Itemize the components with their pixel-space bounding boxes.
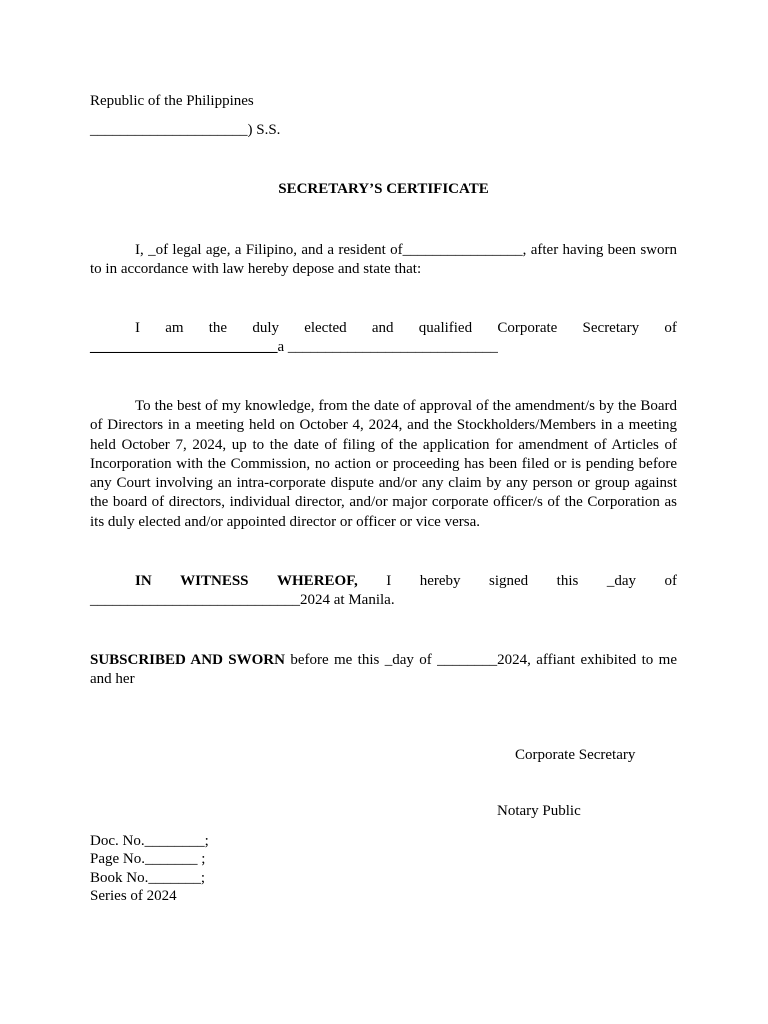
- word: WITNESS: [180, 573, 249, 589]
- page-no: Page No._______ ;: [90, 851, 206, 868]
- word: this: [556, 573, 579, 589]
- word: am: [165, 320, 184, 336]
- word: signed: [489, 573, 529, 589]
- position-line-2: [90, 338, 677, 357]
- paragraph-position: [90, 319, 677, 358]
- word: the: [208, 320, 228, 336]
- witness-line-2: ____________________________2024 at Manila.: [90, 592, 395, 609]
- word: _day: [606, 573, 636, 589]
- signature-notary-public: Notary Public: [497, 803, 581, 819]
- paragraph-jurat: [90, 651, 677, 690]
- word: Corporate: [497, 320, 558, 336]
- document-title: SECRETARY’S CERTIFICATE: [278, 181, 489, 197]
- company-desc-blank: a ____________________________: [277, 339, 498, 356]
- word: qualified: [418, 320, 473, 336]
- signature-corporate-secretary: Corporate Secretary: [515, 747, 636, 763]
- paragraph-no-action: To the best of my knowledge, from the date of approval of the amendment/s by the Board of Directors in a meeting held on October 4, 2024, and the Stockholders/Members in a meeting held October 7, 2024, up to the date of filing of the application for amendment of Articles of Incorporation with the Commission, no action or proceeding has been filed or is pending before any Court involving an intra-corporate dispute and/or any claim by any person or group against the board of directors, individual director, and/or major corporate officer/s of the Corporation as its duly elected and/or appointed director or officer or vice versa.: [90, 398, 677, 530]
- word: IN: [135, 573, 152, 589]
- word: of: [664, 320, 677, 336]
- position-line-1: [90, 319, 677, 338]
- word: elected: [304, 320, 347, 336]
- word: I: [386, 573, 392, 589]
- country-header: Republic of the Philippines: [90, 93, 254, 109]
- word: Secretary: [582, 320, 640, 336]
- paragraph-oath: I, _of legal age, a Filipino, and a resident of________________, after having been sworn to in accordance with law hereby depose and state that:: [90, 242, 677, 278]
- word: of: [664, 573, 677, 589]
- company-blank: _________________________: [90, 339, 278, 356]
- notarial-register: [90, 832, 209, 905]
- word: duly: [252, 320, 279, 336]
- ss-line: _____________________) S.S.: [90, 122, 281, 138]
- series: Series of 2024: [90, 887, 177, 904]
- doc-no: Doc. No.________;: [90, 833, 209, 849]
- word: WHEREOF,: [277, 573, 358, 589]
- word: I: [135, 320, 140, 336]
- paragraph-witness: [90, 572, 677, 611]
- jurat-bold: SUBSCRIBED AND SWORN: [90, 652, 285, 668]
- word: hereby: [419, 573, 461, 589]
- witness-line-1: [90, 572, 677, 591]
- jurat-text: before me this _day of ________2024, affiant exhibited to me and her: [90, 652, 677, 688]
- word: and: [371, 320, 394, 336]
- book-no: Book No._______;: [90, 869, 206, 886]
